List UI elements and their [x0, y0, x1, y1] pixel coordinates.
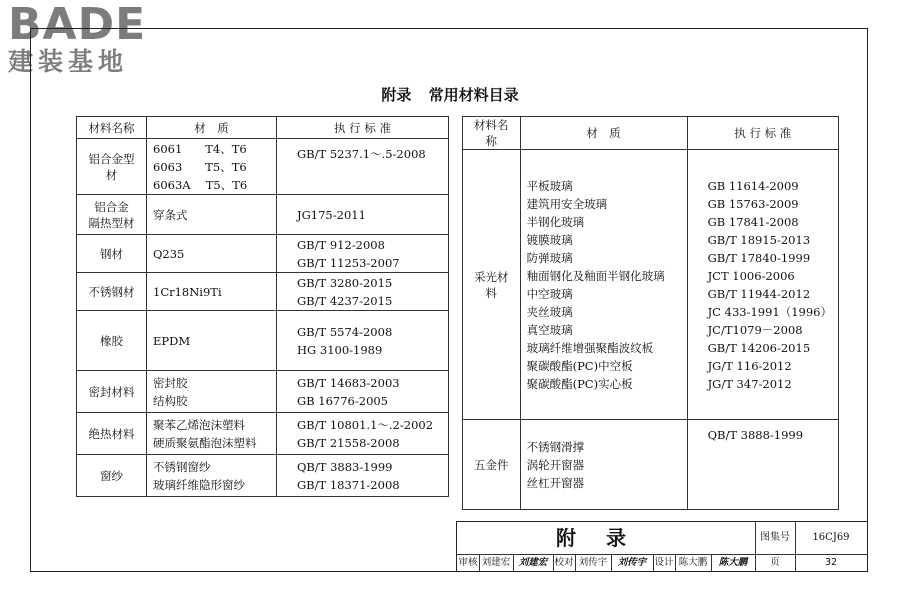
- material-grade: 涡轮开窗器: [526, 457, 585, 472]
- standard-code: GB/T 5574-2008: [297, 324, 393, 339]
- material-name: 钢材: [100, 246, 123, 261]
- material-grade-cell: [147, 273, 277, 311]
- logo-text-cn: 建装基地: [8, 47, 129, 76]
- standard-cell: [277, 273, 449, 311]
- material-grade: 平板玻璃: [526, 178, 573, 193]
- page-label: 页: [755, 554, 796, 572]
- material-grade-cell: [147, 235, 277, 273]
- material-grade: 玻璃纤维增强聚酯波纹板: [526, 340, 654, 355]
- standard-code: GB/T 11253-2007: [297, 255, 400, 270]
- material-name-cell: [77, 195, 147, 235]
- standard-cell: [277, 311, 449, 371]
- table-header-row: [463, 117, 839, 150]
- standard-code: JCT 1006-2006: [707, 268, 795, 283]
- standard-cell: [277, 195, 449, 235]
- material-grade-cell: [147, 371, 277, 413]
- standard-code: QB/T 3888-1999: [707, 428, 804, 442]
- standard-cell: [277, 455, 449, 497]
- material-grade: 不锈钢滑撑: [526, 439, 585, 454]
- header-standard: 执 行 标 准: [277, 117, 449, 139]
- standard-code: GB/T 18371-2008: [297, 477, 400, 492]
- material-grade: 穿条式: [153, 207, 188, 222]
- standard-code: GB 16776-2005: [297, 393, 389, 408]
- table-row: [77, 273, 449, 311]
- standard-cell: [277, 139, 449, 195]
- standard-code: GB 11614-2009: [707, 178, 799, 193]
- material-grade: 6061 T4、T6: [153, 141, 247, 156]
- standard-cell: [277, 235, 449, 273]
- material-grade: 不锈钢窗纱: [153, 459, 211, 474]
- standard-code: GB/T 3280-2015: [297, 275, 393, 290]
- reviewer-name: 刘建宏: [479, 554, 514, 572]
- standard-cell: [687, 420, 838, 510]
- material-grade: 6063 T5、T6: [153, 159, 247, 174]
- standard-code: GB/T 4237-2015: [297, 293, 393, 308]
- standard-code: GB/T 912-2008: [297, 237, 385, 252]
- material-name: 绝热材料: [88, 426, 135, 441]
- material-name: 不锈钢材: [88, 284, 135, 299]
- reviewer-signature: 刘建宏: [513, 554, 554, 572]
- title-part1: 附录: [381, 86, 412, 104]
- table-row: [77, 371, 449, 413]
- material-grade-cell: [520, 420, 687, 510]
- standard-code: GB/T 11944-2012: [707, 286, 811, 301]
- material-name: 密封材料: [88, 384, 135, 399]
- material-grade-cell: [147, 455, 277, 497]
- logo-text-en: BADE: [8, 0, 147, 50]
- material-name: 橡胶: [100, 333, 123, 348]
- standard-code: GB/T 10801.1～.2-2002: [297, 417, 434, 432]
- table-header-row: [77, 117, 449, 139]
- material-name-cell: [77, 235, 147, 273]
- material-grade: 聚苯乙烯泡沫塑料: [153, 417, 245, 432]
- material-name-cell: [77, 455, 147, 497]
- material-grade: 釉面钢化及釉面半钢化玻璃: [526, 268, 665, 283]
- material-grade: 密封胶: [153, 375, 188, 390]
- material-grade: 1Cr18Ni9Ti: [153, 284, 222, 299]
- title-block-main: 附录: [457, 522, 756, 554]
- material-grade: EPDM: [153, 333, 191, 348]
- standard-code: GB/T 21558-2008: [297, 435, 400, 450]
- material-grade: 中空玻璃: [526, 286, 573, 301]
- standard-code: JG/T 116-2012: [707, 358, 792, 373]
- header-material: 材 质: [147, 117, 277, 139]
- standard-code: GB/T 14683-2003: [297, 375, 400, 390]
- header-material: 材 质: [520, 117, 687, 150]
- left-materials-table: [76, 116, 449, 497]
- material-grade: 镀膜玻璃: [526, 232, 573, 247]
- material-name-cell: [77, 413, 147, 455]
- page-title: [0, 84, 900, 105]
- table-row: [463, 420, 839, 510]
- material-name: 铝合金 隔热型材: [88, 199, 135, 230]
- material-name-cell: [463, 420, 521, 510]
- material-name: 铝合金型材: [88, 151, 135, 182]
- material-grade: 6063A T5、T6: [153, 177, 248, 192]
- material-grade-cell: [147, 195, 277, 235]
- table-row: [77, 195, 449, 235]
- standard-cell: [687, 150, 838, 420]
- material-grade: 丝杠开窗器: [526, 475, 585, 490]
- material-name-cell: [77, 139, 147, 195]
- header-name: 材料名称: [77, 117, 147, 139]
- title-block: [456, 521, 868, 572]
- material-grade-cell: [147, 139, 277, 195]
- material-grade: 真空玻璃: [526, 322, 573, 337]
- title-part2: 常用材料目录: [428, 86, 519, 104]
- header-standard: 执 行 标 准: [687, 117, 838, 150]
- material-name-cell: [77, 273, 147, 311]
- table-row: [77, 139, 449, 195]
- standard-code: JC/T1079－2008: [707, 322, 803, 337]
- standard-code: JC 433-1991（1996）: [707, 304, 832, 319]
- material-name-cell: [77, 311, 147, 371]
- material-name: 采光材料: [474, 269, 509, 300]
- standard-code: GB/T 17840-1999: [707, 250, 811, 265]
- material-name-cell: [77, 371, 147, 413]
- standard-code: JG175-2011: [297, 207, 366, 222]
- material-grade-cell: [520, 150, 687, 420]
- page-number: 32: [824, 557, 838, 568]
- design-label: 设计: [653, 554, 676, 572]
- standard-cell: [277, 413, 449, 455]
- material-grade-cell: [147, 311, 277, 371]
- material-grade: 硬质聚氨酯泡沫塑料: [153, 435, 257, 450]
- atlas-label: 图集号: [755, 522, 796, 554]
- right-materials-table: [462, 116, 839, 510]
- checker-signature: 刘传宇: [611, 554, 654, 572]
- table-row: [77, 235, 449, 273]
- material-name: 窗纱: [100, 468, 123, 483]
- table-row: [77, 455, 449, 497]
- standard-code: HG 3100-1989: [297, 342, 383, 357]
- material-grade: 半钢化玻璃: [526, 214, 585, 229]
- material-grade: 聚碳酸酯(PC)实心板: [526, 376, 633, 391]
- material-grade: 夹丝玻璃: [526, 304, 573, 319]
- standard-code: GB/T 5237.1～.5-2008: [297, 147, 426, 161]
- material-grade: 玻璃纤维隐形窗纱: [153, 477, 245, 492]
- material-name-cell: [463, 150, 521, 420]
- checker-name: 刘传宇: [575, 554, 612, 572]
- standard-cell: [277, 371, 449, 413]
- review-label: 审核: [457, 554, 480, 572]
- designer-signature: 陈大鹏: [711, 554, 756, 572]
- material-name: 五金件: [474, 457, 509, 472]
- table-row: [463, 150, 839, 420]
- material-grade-cell: [147, 413, 277, 455]
- material-grade: 结构胶: [153, 393, 188, 408]
- standard-code: JG/T 347-2012: [707, 376, 792, 391]
- atlas-number: 16CJ69: [812, 532, 850, 543]
- standard-code: GB 15763-2009: [707, 196, 799, 211]
- material-grade: 防弹玻璃: [526, 250, 573, 265]
- header-name: 材料名称: [463, 117, 521, 150]
- material-grade: 建筑用安全玻璃: [526, 196, 608, 211]
- check-label: 校对: [553, 554, 576, 572]
- table-row: [77, 311, 449, 371]
- material-grade: Q235: [153, 246, 185, 261]
- designer-name: 陈大鹏: [675, 554, 712, 572]
- standard-code: QB/T 3883-1999: [297, 459, 393, 474]
- material-grade: 聚碳酸酯(PC)中空板: [526, 358, 633, 373]
- standard-code: GB 17841-2008: [707, 214, 799, 229]
- table-row: [77, 413, 449, 455]
- standard-code: GB/T 18915-2013: [707, 232, 811, 247]
- standard-code: GB/T 14206-2015: [707, 340, 811, 355]
